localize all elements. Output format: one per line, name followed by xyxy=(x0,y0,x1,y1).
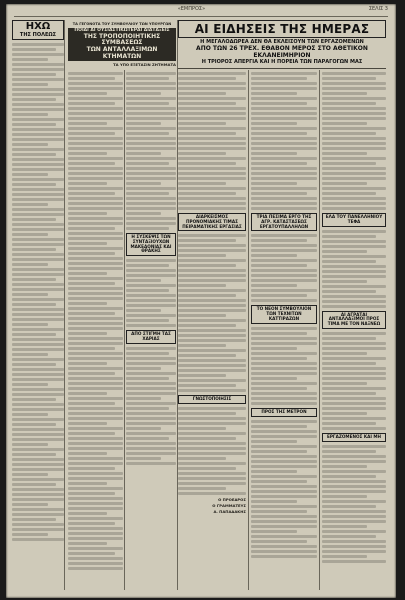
story-box-s5: ΑΙ ΑΓΡΑΤΑΙ ΑΝΤΑΛΛΑΞΙΜΟΙ ΠΡΟΣ ΤΙΜΑ ΜΕ ΤΟΝ ΝΑΞΝΕΩ xyxy=(322,311,386,329)
story-box-s6: Η ΣΥΣΚΕΨΙΣ ΤΩΝ ΣΥΝΤΑΞΙΟΥΧΩΝ ΜΑΚΕΔΟΝΙΑΣ ΚΑΙ ΘΡΑΚΗΣ xyxy=(126,233,176,256)
newspaper-page xyxy=(6,4,396,598)
header-right: ΣΕΛΙΣ 3 xyxy=(368,6,388,12)
story-box-s7: ΑΠΟ ΣΤΙΓΜΗ ΤΑΣ ΧΑΡΙΑΣ xyxy=(126,330,176,344)
story-headline-3: ΤΩΝ ΑΝΤΑΛΛΑΞΙΜΩΝ ΚΤΗΜΑΤΩΝ xyxy=(86,46,158,60)
story-box-s2: ΤΡΙΑ ΠΕΣΙΜΑ ΕΡΓΟ ΤΗΣ ΑΓΡ. ΚΑΤΑΣΤΑΣΕΩΣ ΕΡΓΑΤΟΥΠΑΛΛΗΛΩΝ xyxy=(251,213,317,231)
news-banner: ΑΙ ΕΙΔΗΣΕΙΣ ΤΗΣ ΗΜΕΡΑΣ xyxy=(178,20,386,38)
lead-headline xyxy=(178,40,386,65)
story-top-left xyxy=(68,20,176,68)
masthead-title: ΗΧΩ xyxy=(25,21,51,32)
story-box-s10: ΓΝΩΣΤΟΠΟΙΗΣΙΣ xyxy=(178,395,246,404)
page-header xyxy=(14,6,388,17)
column-1 xyxy=(12,20,65,590)
right-col-b xyxy=(251,70,317,590)
column-2 xyxy=(68,70,123,590)
story-box-s4: ΤΟ ΝΕΟΝ ΣΥΜΒΟΥΛΙΟΝ ΤΩΝ ΤΕΧΝΙΤΩΝ ΚΑΤΤΙΡΑΖΩΝ xyxy=(251,305,317,323)
column-3 xyxy=(126,70,176,590)
masthead xyxy=(12,20,64,40)
story-box-s1: ΔΙΑΡΚΕΙΣΜΟΣ ΠΡΟΝΟΜΙΑΚΗΣ ΤΙΜΑΣ ΠΕΙΡΑΜΑΤΙΚΗΣ ΕΡΓΑΣΙΑΣ xyxy=(178,213,246,231)
signature-secretary: Ο ΓΡΑΜΜΑΤΕΥΣ xyxy=(212,503,246,509)
header-center: «ΕΜΠΡΟΣ» xyxy=(177,6,206,12)
lead-line-2: ΑΠΟ ΤΩΝ 26 ΤΡΕΧ. ΕΘΑΒΟΝ ΜΕΡΟΣ ΣΤΟ ΑΘΕΤΙΚΟΝ ΕΚΛΑΝΕΙΜΗΡΙΟΝ xyxy=(196,44,368,59)
lead-line-3: Η ΤΡΙΟΡΟΣ ΑΠΕΡΓΙΑ ΚΑΙ Η ΠΟΡΕΙΑ ΤΩΝ ΠΑΡΑΓΟΓΩΝ ΜΑΣ xyxy=(201,58,363,65)
story-box-s9: ΕΡΓΑΖΟΜΕΝΟΣ ΚΑΙ ΜΗ xyxy=(322,433,386,442)
signature-name: Α. ΠΑΠΑΔΑΚΗΣ xyxy=(213,509,246,515)
right-col-a xyxy=(178,70,246,590)
story-box-s3: ΕΛΑ ΤΟΥ ΠΑΝΕΛΛΗΝΙΟΥ ΤΕΦΑ xyxy=(322,213,386,227)
column-4 xyxy=(178,20,386,590)
masthead-subtitle: ΤΗΣ ΠΟΛΕΩΣ xyxy=(19,32,57,38)
story-byline: ΤΑ ΥΠΟ ΕΞΕΤΑΣΙΝ ΖΗΤΗΜΑΤΑ xyxy=(113,62,176,68)
column-1-text xyxy=(12,43,64,541)
lead-line-1: Η ΜΕΓΑΛΟΔΩΡΕΑ ΔΕΝ ΘΑ ΕΚΛΕΙΣΟΥΝ ΤΩΝ ΕΡΓΑΖΟΜΕΝΩΝ xyxy=(200,39,364,45)
right-col-c xyxy=(322,70,386,590)
story-headline xyxy=(68,28,176,61)
story-headline-1: ΠΟΙΑΙ ΑΙ ΟΥΣΙΑΣΤΙΚΩΤΕΡΑΙ ΔΙΑΤΑΞΕΙΣ xyxy=(74,27,170,33)
story-headline-2: ΤΗΣ ΤΡΟΠΟΠΟΙΗΤΙΚΗΣ ΣΥΜΒΑΣΕΩΣ xyxy=(83,32,161,47)
story-box-s8: ΠΡΟΣ ΤΗΣ ΜΕΤΡΟΝ xyxy=(251,408,317,417)
signature-president: Ο ΠΡΟΕΔΡΟΣ xyxy=(218,497,246,503)
story-kicker: ΤΑ ΓΕΓΟΝΟΤΑ ΤΟΥ ΣΥΜΒΟΥΛΙΟΥ ΤΩΝ ΥΠΟΥΡΓΩΝ xyxy=(72,22,172,26)
